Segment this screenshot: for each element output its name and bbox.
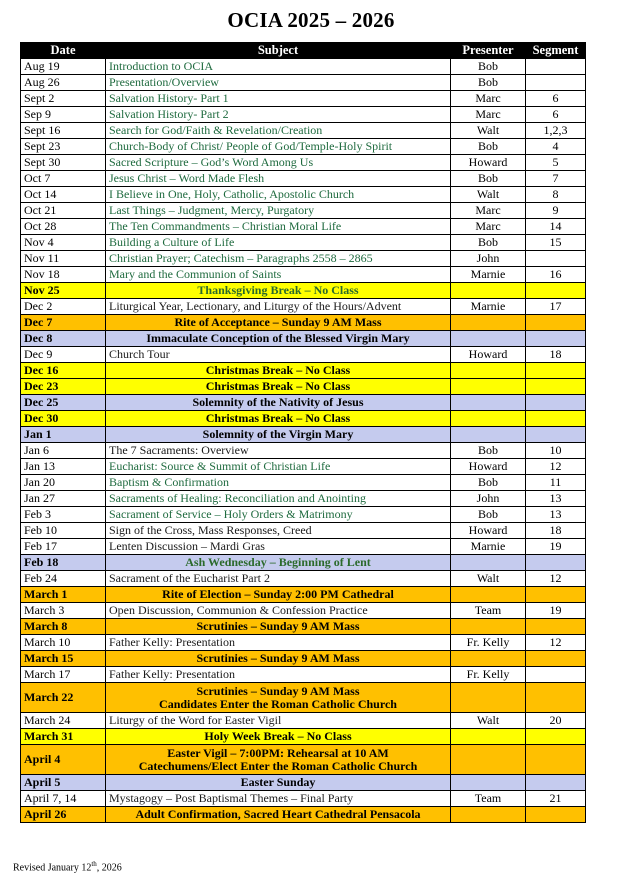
cell-subject: Mystagogy – Post Baptismal Themes – Final Party	[106, 791, 451, 807]
cell-segment: 10	[526, 443, 586, 459]
cell-date: Jan 1	[21, 427, 106, 443]
table-header-row	[21, 43, 586, 59]
cell-subject: Church Tour	[106, 347, 451, 363]
cell-presenter: Howard	[451, 459, 526, 475]
cell-presenter: Marc	[451, 219, 526, 235]
table-row	[21, 713, 586, 729]
cell-presenter: Bob	[451, 171, 526, 187]
cell-segment: 16	[526, 267, 586, 283]
cell-subject: Eucharist: Source & Summit of Christian Life	[106, 459, 451, 475]
cell-segment	[526, 745, 586, 775]
cell-segment	[526, 427, 586, 443]
cell-date: Nov 25	[21, 283, 106, 299]
cell-presenter: Bob	[451, 443, 526, 459]
cell-segment: 5	[526, 155, 586, 171]
cell-presenter	[451, 283, 526, 299]
cell-presenter	[451, 555, 526, 571]
header-date: Date	[21, 43, 106, 59]
table-row	[21, 203, 586, 219]
cell-presenter: Bob	[451, 235, 526, 251]
header-segment: Segment	[526, 43, 586, 59]
cell-segment	[526, 667, 586, 683]
cell-segment: 17	[526, 299, 586, 315]
cell-date: Sept 16	[21, 123, 106, 139]
cell-subject: Rite of Acceptance – Sunday 9 AM Mass	[106, 315, 451, 331]
table-row	[21, 315, 586, 331]
cell-subject: Sacraments of Healing: Reconciliation and Anointing	[106, 491, 451, 507]
cell-date: Feb 24	[21, 571, 106, 587]
cell-subject: Christmas Break – No Class	[106, 411, 451, 427]
table-row	[21, 651, 586, 667]
cell-presenter	[451, 379, 526, 395]
cell-subject: Mary and the Communion of Saints	[106, 267, 451, 283]
table-row	[21, 251, 586, 267]
cell-presenter: Fr. Kelly	[451, 667, 526, 683]
header-subject: Subject	[106, 43, 451, 59]
cell-date: Dec 9	[21, 347, 106, 363]
cell-subject: Christmas Break – No Class	[106, 379, 451, 395]
cell-subject: Last Things – Judgment, Mercy, Purgatory	[106, 203, 451, 219]
cell-segment	[526, 411, 586, 427]
cell-segment	[526, 775, 586, 791]
cell-date: Feb 3	[21, 507, 106, 523]
cell-segment	[526, 379, 586, 395]
cell-presenter: John	[451, 251, 526, 267]
cell-segment	[526, 363, 586, 379]
cell-segment	[526, 395, 586, 411]
table-row	[21, 331, 586, 347]
table-row	[21, 91, 586, 107]
revision-year: , 2026	[96, 862, 122, 874]
cell-segment	[526, 251, 586, 267]
table-row	[21, 395, 586, 411]
table-row	[21, 539, 586, 555]
cell-date: Aug 26	[21, 75, 106, 91]
cell-presenter: Walt	[451, 713, 526, 729]
cell-date: March 10	[21, 635, 106, 651]
cell-date: Aug 19	[21, 59, 106, 75]
cell-segment: 11	[526, 475, 586, 491]
cell-presenter: Howard	[451, 523, 526, 539]
cell-presenter: Howard	[451, 347, 526, 363]
table-row	[21, 775, 586, 791]
table-row	[21, 667, 586, 683]
table-row	[21, 123, 586, 139]
cell-subject: Presentation/Overview	[106, 75, 451, 91]
cell-presenter	[451, 395, 526, 411]
cell-segment	[526, 683, 586, 713]
document-title: OCIA 2025 – 2026	[227, 8, 395, 32]
table-row	[21, 587, 586, 603]
cell-segment	[526, 651, 586, 667]
cell-subject: Introduction to OCIA	[106, 59, 451, 75]
cell-date: April 4	[21, 745, 106, 775]
cell-segment	[526, 331, 586, 347]
cell-segment: 18	[526, 523, 586, 539]
cell-presenter: Marnie	[451, 299, 526, 315]
cell-date: Dec 2	[21, 299, 106, 315]
cell-date: March 1	[21, 587, 106, 603]
revision-note	[13, 860, 122, 873]
cell-subject: Sign of the Cross, Mass Responses, Creed	[106, 523, 451, 539]
cell-presenter	[451, 315, 526, 331]
cell-segment	[526, 75, 586, 91]
table-row	[21, 411, 586, 427]
table-row	[21, 459, 586, 475]
cell-date: March 31	[21, 729, 106, 745]
cell-date: Dec 30	[21, 411, 106, 427]
cell-subject: Christmas Break – No Class	[106, 363, 451, 379]
cell-presenter	[451, 363, 526, 379]
table-row	[21, 283, 586, 299]
cell-presenter	[451, 729, 526, 745]
cell-presenter: Howard	[451, 155, 526, 171]
cell-date: Nov 4	[21, 235, 106, 251]
cell-date: April 5	[21, 775, 106, 791]
cell-presenter: Team	[451, 791, 526, 807]
cell-presenter: Bob	[451, 507, 526, 523]
cell-date: Oct 21	[21, 203, 106, 219]
cell-segment	[526, 587, 586, 603]
cell-subject	[106, 683, 451, 713]
cell-presenter: Bob	[451, 75, 526, 91]
cell-segment	[526, 59, 586, 75]
cell-date: Sept 2	[21, 91, 106, 107]
cell-date: March 22	[21, 683, 106, 713]
cell-presenter: Bob	[451, 139, 526, 155]
table-row	[21, 475, 586, 491]
cell-segment: 12	[526, 459, 586, 475]
table-row	[21, 619, 586, 635]
table-row	[21, 729, 586, 745]
cell-segment	[526, 807, 586, 823]
header-presenter: Presenter	[451, 43, 526, 59]
table-row	[21, 635, 586, 651]
cell-segment	[526, 315, 586, 331]
cell-subject: Ash Wednesday – Beginning of Lent	[106, 555, 451, 571]
cell-date: Dec 23	[21, 379, 106, 395]
cell-date: Oct 7	[21, 171, 106, 187]
cell-subject: Liturgy of the Word for Easter Vigil	[106, 713, 451, 729]
table-row	[21, 171, 586, 187]
revision-text: Revised January 12	[13, 862, 92, 874]
cell-date: Jan 6	[21, 443, 106, 459]
table-row	[21, 807, 586, 823]
table-row	[21, 139, 586, 155]
cell-presenter: Marc	[451, 203, 526, 219]
cell-segment: 20	[526, 713, 586, 729]
cell-date: March 15	[21, 651, 106, 667]
cell-presenter	[451, 651, 526, 667]
cell-date: Dec 8	[21, 331, 106, 347]
table-row	[21, 427, 586, 443]
cell-date: Oct 14	[21, 187, 106, 203]
table-row	[21, 267, 586, 283]
cell-subject-line: Scrutinies – Sunday 9 AM Mass	[196, 683, 360, 698]
cell-segment: 13	[526, 507, 586, 523]
cell-presenter: Marnie	[451, 267, 526, 283]
cell-subject: Scrutinies – Sunday 9 AM Mass	[106, 619, 451, 635]
cell-subject: The 7 Sacraments: Overview	[106, 443, 451, 459]
revision-suffix: th	[91, 860, 97, 868]
cell-subject: Liturgical Year, Lectionary, and Liturgy of the Hours/Advent	[106, 299, 451, 315]
cell-subject: Sacred Scripture – God’s Word Among Us	[106, 155, 451, 171]
cell-segment: 15	[526, 235, 586, 251]
table-row	[21, 155, 586, 171]
table-row	[21, 107, 586, 123]
cell-subject: Building a Culture of Life	[106, 235, 451, 251]
cell-presenter: Walt	[451, 187, 526, 203]
cell-date: Feb 10	[21, 523, 106, 539]
cell-date: Dec 25	[21, 395, 106, 411]
cell-date: Sept 30	[21, 155, 106, 171]
table-row	[21, 219, 586, 235]
cell-subject: Search for God/Faith & Revelation/Creation	[106, 123, 451, 139]
cell-subject: Holy Week Break – No Class	[106, 729, 451, 745]
table-row	[21, 299, 586, 315]
cell-date: March 17	[21, 667, 106, 683]
cell-date: March 24	[21, 713, 106, 729]
table-row	[21, 507, 586, 523]
cell-subject: Scrutinies – Sunday 9 AM Mass	[106, 651, 451, 667]
cell-presenter: John	[451, 491, 526, 507]
cell-subject: The Ten Commandments – Christian Moral Life	[106, 219, 451, 235]
cell-subject: Father Kelly: Presentation	[106, 635, 451, 651]
table-row	[21, 75, 586, 91]
cell-presenter	[451, 683, 526, 713]
table-row	[21, 59, 586, 75]
cell-presenter: Marc	[451, 91, 526, 107]
table-row	[21, 745, 586, 775]
cell-subject: Salvation History- Part 1	[106, 91, 451, 107]
cell-segment: 12	[526, 571, 586, 587]
cell-subject: Father Kelly: Presentation	[106, 667, 451, 683]
cell-segment	[526, 729, 586, 745]
table-row	[21, 443, 586, 459]
cell-date: Jan 20	[21, 475, 106, 491]
table-row	[21, 683, 586, 713]
cell-date: April 26	[21, 807, 106, 823]
cell-date: Dec 16	[21, 363, 106, 379]
table-row	[21, 791, 586, 807]
cell-segment: 19	[526, 603, 586, 619]
cell-segment: 6	[526, 91, 586, 107]
cell-segment: 4	[526, 139, 586, 155]
table-row	[21, 187, 586, 203]
cell-date: Feb 18	[21, 555, 106, 571]
cell-subject-line: Catechumens/Elect Enter the Roman Catholic Church	[138, 758, 418, 773]
cell-subject: Sacrament of the Eucharist Part 2	[106, 571, 451, 587]
cell-subject: Rite of Election – Sunday 2:00 PM Cathedral	[106, 587, 451, 603]
cell-subject: Open Discussion, Communion & Confession Practice	[106, 603, 451, 619]
table-row	[21, 603, 586, 619]
cell-subject: Jesus Christ – Word Made Flesh	[106, 171, 451, 187]
cell-presenter: Walt	[451, 123, 526, 139]
cell-date: Sept 23	[21, 139, 106, 155]
cell-date: April 7, 14	[21, 791, 106, 807]
cell-date: Nov 18	[21, 267, 106, 283]
cell-subject: Christian Prayer; Catechism – Paragraphs 2558 – 2865	[106, 251, 451, 267]
cell-subject: Solemnity of the Virgin Mary	[106, 427, 451, 443]
cell-segment: 8	[526, 187, 586, 203]
schedule-table	[20, 42, 586, 823]
cell-subject-line: Easter Vigil – 7:00PM: Rehearsal at 10 AM	[167, 745, 389, 760]
cell-segment	[526, 283, 586, 299]
cell-presenter	[451, 619, 526, 635]
table-row	[21, 235, 586, 251]
cell-subject: I Believe in One, Holy, Catholic, Apostolic Church	[106, 187, 451, 203]
table-row	[21, 491, 586, 507]
cell-segment: 6	[526, 107, 586, 123]
cell-segment: 19	[526, 539, 586, 555]
cell-presenter	[451, 427, 526, 443]
cell-presenter	[451, 775, 526, 791]
cell-presenter	[451, 587, 526, 603]
cell-subject: Solemnity of the Nativity of Jesus	[106, 395, 451, 411]
cell-presenter: Team	[451, 603, 526, 619]
cell-presenter	[451, 807, 526, 823]
cell-segment: 12	[526, 635, 586, 651]
table-row	[21, 379, 586, 395]
cell-subject: Sacrament of Service – Holy Orders & Matrimony	[106, 507, 451, 523]
cell-subject: Salvation History- Part 2	[106, 107, 451, 123]
cell-date: Jan 27	[21, 491, 106, 507]
cell-presenter	[451, 331, 526, 347]
cell-segment: 9	[526, 203, 586, 219]
cell-subject: Lenten Discussion – Mardi Gras	[106, 539, 451, 555]
table-row	[21, 363, 586, 379]
cell-date: Sep 9	[21, 107, 106, 123]
cell-segment	[526, 555, 586, 571]
cell-presenter: Bob	[451, 59, 526, 75]
cell-segment	[526, 619, 586, 635]
cell-date: Nov 11	[21, 251, 106, 267]
cell-date: Jan 13	[21, 459, 106, 475]
cell-segment: 21	[526, 791, 586, 807]
table-row	[21, 555, 586, 571]
cell-segment: 7	[526, 171, 586, 187]
cell-presenter: Marnie	[451, 539, 526, 555]
cell-date: March 8	[21, 619, 106, 635]
cell-date: Oct 28	[21, 219, 106, 235]
cell-presenter	[451, 411, 526, 427]
cell-segment: 14	[526, 219, 586, 235]
cell-date: March 3	[21, 603, 106, 619]
cell-presenter: Bob	[451, 475, 526, 491]
cell-presenter: Fr. Kelly	[451, 635, 526, 651]
cell-date: Feb 17	[21, 539, 106, 555]
cell-presenter	[451, 745, 526, 775]
cell-subject: Church-Body of Christ/ People of God/Temple-Holy Spirit	[106, 139, 451, 155]
cell-segment: 1,2,3	[526, 123, 586, 139]
cell-presenter: Marc	[451, 107, 526, 123]
cell-date: Dec 7	[21, 315, 106, 331]
cell-subject: Adult Confirmation, Sacred Heart Cathedral Pensacola	[106, 807, 451, 823]
cell-subject: Easter Sunday	[106, 775, 451, 791]
cell-presenter: Walt	[451, 571, 526, 587]
cell-subject	[106, 745, 451, 775]
cell-subject-line: Candidates Enter the Roman Catholic Church	[159, 696, 397, 711]
table-row	[21, 347, 586, 363]
cell-subject: Thanksgiving Break – No Class	[106, 283, 451, 299]
cell-subject: Baptism & Confirmation	[106, 475, 451, 491]
cell-segment: 18	[526, 347, 586, 363]
table-row	[21, 571, 586, 587]
cell-segment: 13	[526, 491, 586, 507]
cell-subject: Immaculate Conception of the Blessed Virgin Mary	[106, 331, 451, 347]
table-row	[21, 523, 586, 539]
